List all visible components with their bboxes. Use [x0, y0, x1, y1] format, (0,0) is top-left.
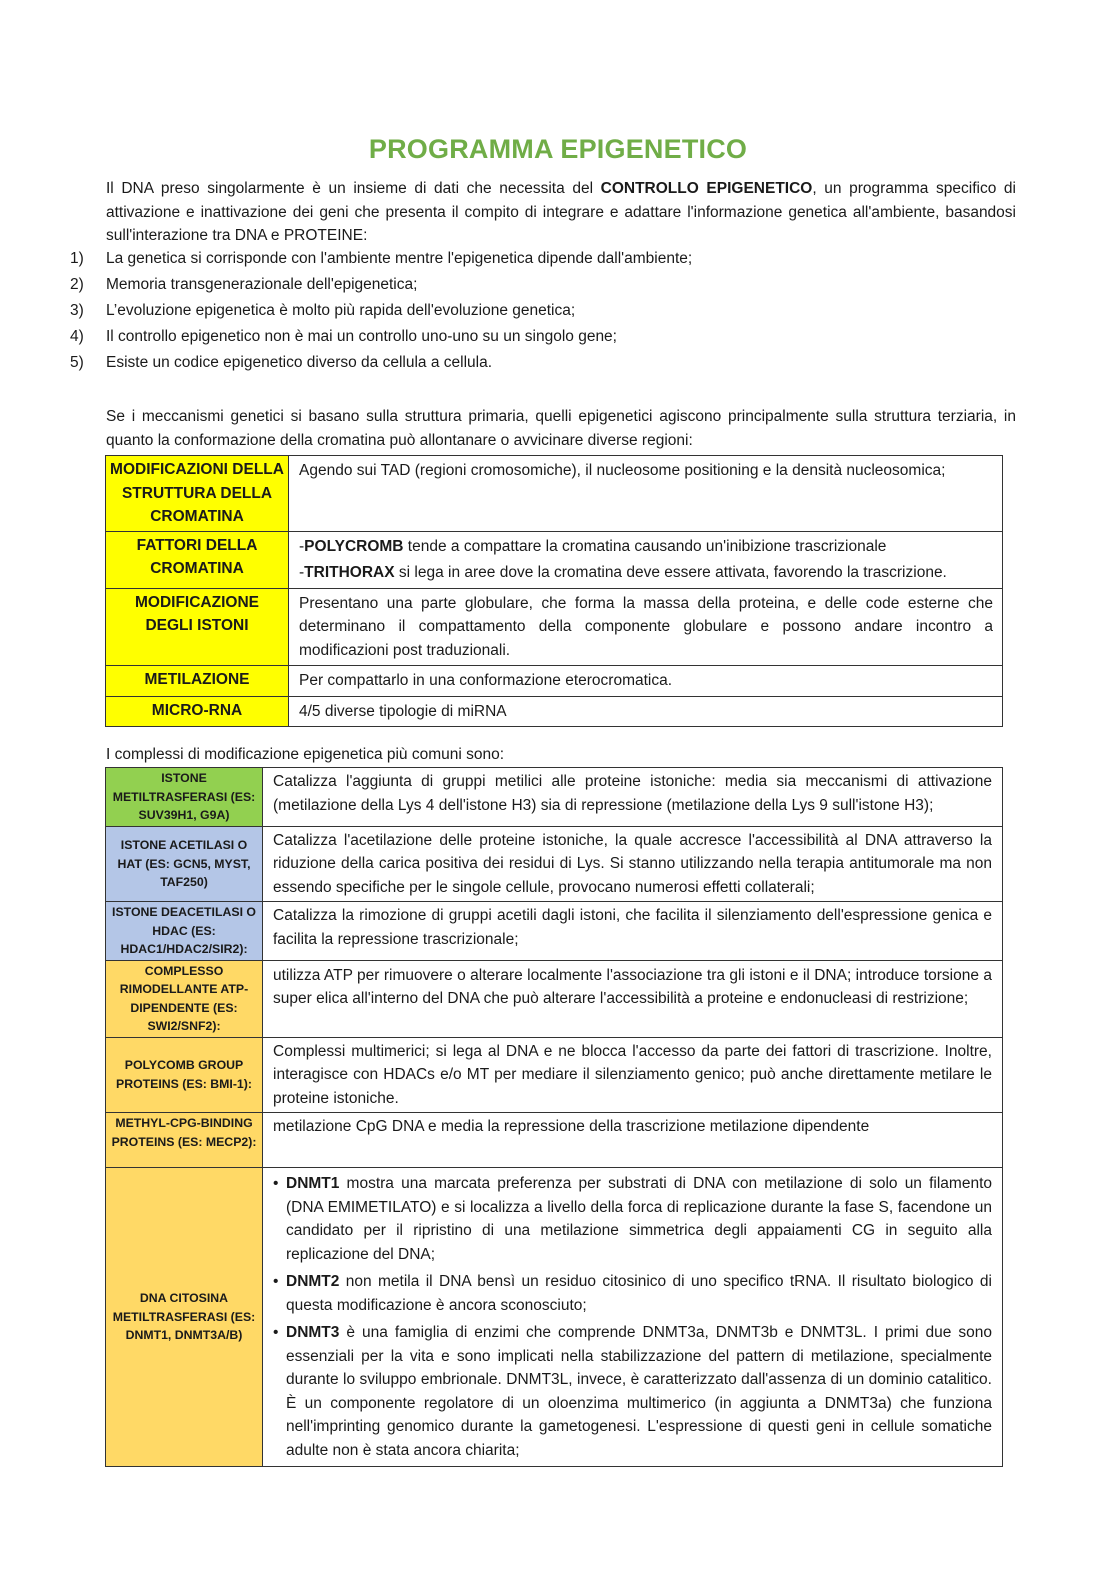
table-row	[106, 902, 1003, 961]
row-label: DNA CITOSINA METILTRASFERASI (ES: DNMT1, DNMT3A/B)	[106, 1168, 263, 1467]
complexes-heading: I complessi di modificazione epigenetica più comuni sono:	[106, 746, 505, 763]
bullet-term: DNMT3	[286, 1324, 340, 1341]
table-row	[106, 531, 1003, 588]
trithorax-term: TRITHORAX	[304, 564, 395, 581]
intro-paragraph	[106, 177, 1016, 248]
row-description	[289, 531, 1003, 588]
bullet-text: non metila il DNA bensì un residuo citosinico di uno specifico tRNA. Il risultato biologico di questa modificazione è ancora sconosciuto;	[286, 1273, 992, 1314]
row-label: METHYL-CPG-BINDING PROTEINS (ES: MECP2):	[106, 1113, 263, 1168]
row-description: Per compattarlo in una conformazione eterocromatica.	[289, 666, 1003, 697]
intro-text-2: , un programma specifico di attivazione e inattivazione dei geni che presenta il compito di integrare e adattare l'informazione genetica all'ambiente, basandosi sull'interazione tra DNA e PROTEINE:	[106, 180, 1016, 244]
list-item-number: 1)	[70, 250, 84, 267]
list-item	[70, 274, 1016, 300]
row-label: MICRO-RNA	[106, 696, 289, 727]
bullet-icon: •	[273, 1273, 279, 1290]
list-item-text: Memoria transgenerazionale dell'epigenetica;	[106, 276, 418, 293]
list-item-number: 3)	[70, 302, 84, 319]
bullet-item	[273, 1321, 992, 1462]
page-title: PROGRAMMA EPIGENETICO	[368, 134, 748, 164]
bullet-text: mostra una marcata preferenza per substrati di DNA con metilazione di solo un filamento (DNA EMIMETILATO) e si localizza a livello della forca di replicazione durante la fase S, facendone un candidato per il ripristino di una metilazione simmetrica degli appaiamenti CG in seguito alla replicazione del DNA;	[286, 1175, 992, 1263]
bullet-text: è una famiglia di enzimi che comprende DNMT3a, DNMT3b e DNMT3L. I primi due sono essenziali per la vita e sono implicati nella stabilizzazione del pattern di metilazione, specialmente durante lo sviluppo embrionale. DNMT3L, invece, è caratterizzato dall'assenza di un dominio catalitico. È un componente regolatore di un oloenzima multimerico (in aggiunta a DNMT3a) che funziona nell'imprinting genomico durante la gametogenesi. L'espressione di questi geni in cellule somatiche adulte non è stata ancora chiarita;	[286, 1324, 992, 1459]
intro-text-1: Il DNA preso singolarmente è un insieme di dati che necessita del	[106, 180, 601, 197]
row-description: Catalizza l'acetilazione delle proteine istoniche, la quale accresce l'accessibilità al DNA attraverso la riduzione della carica positiva dei residui di Lys. Si stanno utilizzando nella terapia antitumorale ma non essendo specifiche per le singole cellule, provocano numerosi effetti collaterali;	[263, 826, 1003, 902]
list-item	[70, 326, 1016, 352]
row-label: FATTORI DELLA CROMATINA	[106, 531, 289, 588]
table-row	[106, 1113, 1003, 1168]
row-description: Agendo sui TAD (regioni cromosomiche), il nucleosome positioning e la densità nucleosomica;	[289, 456, 1003, 532]
row-description: Catalizza l'aggiunta di gruppi metilici alle proteine istoniche: media sia meccanismi di attivazione (metilazione della Lys 4 dell'istone H3) sia di repressione (metilazione della Lys 9 sull'istone H3);	[263, 768, 1003, 827]
row-description: Presentano una parte globulare, che forma la massa della proteina, e delle code esterne che determinano il compattamento della componente globulare e possono andare incontro a modificazioni post traduzionali.	[289, 588, 1003, 666]
table-row	[106, 666, 1003, 697]
complexes-table	[105, 767, 1003, 1467]
bullet-item	[273, 1270, 992, 1317]
row-label: ISTONE ACETILASI O HAT (ES: GCN5, MYST, TAF250)	[106, 826, 263, 902]
list-item-text: L’evoluzione epigenetica è molto più rapida dell'evoluzione genetica;	[106, 302, 576, 319]
row-label: ISTONE DEACETILASI O HDAC (ES: HDAC1/HDAC2/SIR2):	[106, 902, 263, 961]
numbered-list	[70, 248, 1016, 378]
row-label: METILAZIONE	[106, 666, 289, 697]
table-row	[106, 1037, 1003, 1113]
polycomb-line: -POLYCROMB tende a compattare la cromatina causando un'inibizione trascrizionale	[299, 537, 887, 555]
bullet-item	[273, 1172, 992, 1266]
trithorax-line: -TRITHORAX si lega in aree dove la cromatina deve essere attivata, favorendo la trascrizione.	[299, 564, 947, 581]
polycomb-term: POLYCROMB	[304, 537, 404, 555]
table-row	[106, 456, 1003, 532]
list-item-number: 5)	[70, 354, 84, 371]
row-label: POLYCOMB GROUP PROTEINS (ES: BMI-1):	[106, 1037, 263, 1113]
list-item-text: Esiste un codice epigenetico diverso da cellula a cellula.	[106, 354, 493, 371]
table-row	[106, 588, 1003, 666]
list-item	[70, 352, 1016, 378]
row-description: metilazione CpG DNA e media la repressione della trascrizione metilazione dipendente	[263, 1113, 1003, 1168]
bullet-icon: •	[273, 1324, 279, 1341]
table-row	[106, 768, 1003, 827]
list-item-number: 2)	[70, 276, 84, 293]
row-label: MODIFICAZIONE DEGLI ISTONI	[106, 588, 289, 666]
chromatin-table	[105, 455, 1003, 727]
table-row	[106, 696, 1003, 727]
table-row	[106, 1168, 1003, 1467]
bullet-icon: •	[273, 1175, 279, 1192]
row-description: 4/5 diverse tipologie di miRNA	[289, 696, 1003, 727]
row-description: Complessi multimerici; si lega al DNA e ne blocca l'accesso da parte dei fattori di trascrizione. Inoltre, interagisce con HDACs e/o MT per mediare il silenziamento genico; può anche direttamente metilare le proteine istoniche.	[263, 1037, 1003, 1113]
list-item	[70, 248, 1016, 274]
chromatin-paragraph: Se i meccanismi genetici si basano sulla struttura primaria, quelli epigenetici agiscono principalmente sulla struttura terziaria, in quanto la conformazione della cromatina può allontanare o avvicinare diverse regioni:	[106, 408, 1016, 449]
row-label: ISTONE METILTRASFERASI (ES: SUV39H1, G9A)	[106, 768, 263, 827]
row-label: COMPLESSO RIMODELLANTE ATP-DIPENDENTE (ES: SWI2/SNF2):	[106, 960, 263, 1037]
list-item	[70, 300, 1016, 326]
intro-bold: CONTROLLO EPIGENETICO	[600, 180, 813, 197]
list-item-text: La genetica si corrisponde con l'ambiente mentre l'epigenetica dipende dall'ambiente;	[106, 250, 693, 267]
table-row	[106, 826, 1003, 902]
row-label: MODIFICAZIONI DELLA STRUTTURA DELLA CROMATINA	[106, 456, 289, 532]
list-item-number: 4)	[70, 328, 84, 345]
list-item-text: Il controllo epigenetico non è mai un controllo uno-uno su un singolo gene;	[106, 328, 617, 345]
row-description: Catalizza la rimozione di gruppi acetili dagli istoni, che facilita il silenziamento dell'espressione genica e facilita la repressione trascrizionale;	[263, 902, 1003, 961]
table-row	[106, 960, 1003, 1037]
bullet-term: DNMT1	[286, 1175, 340, 1192]
row-description: utilizza ATP per rimuovere o alterare localmente l'associazione tra gli istoni e il DNA; introduce torsione a super elica all'interno del DNA che può alterare l'accessibilità a proteine e endonucleasi di restrizione;	[263, 960, 1003, 1037]
bullet-term: DNMT2	[286, 1273, 340, 1290]
row-description	[263, 1168, 1003, 1467]
